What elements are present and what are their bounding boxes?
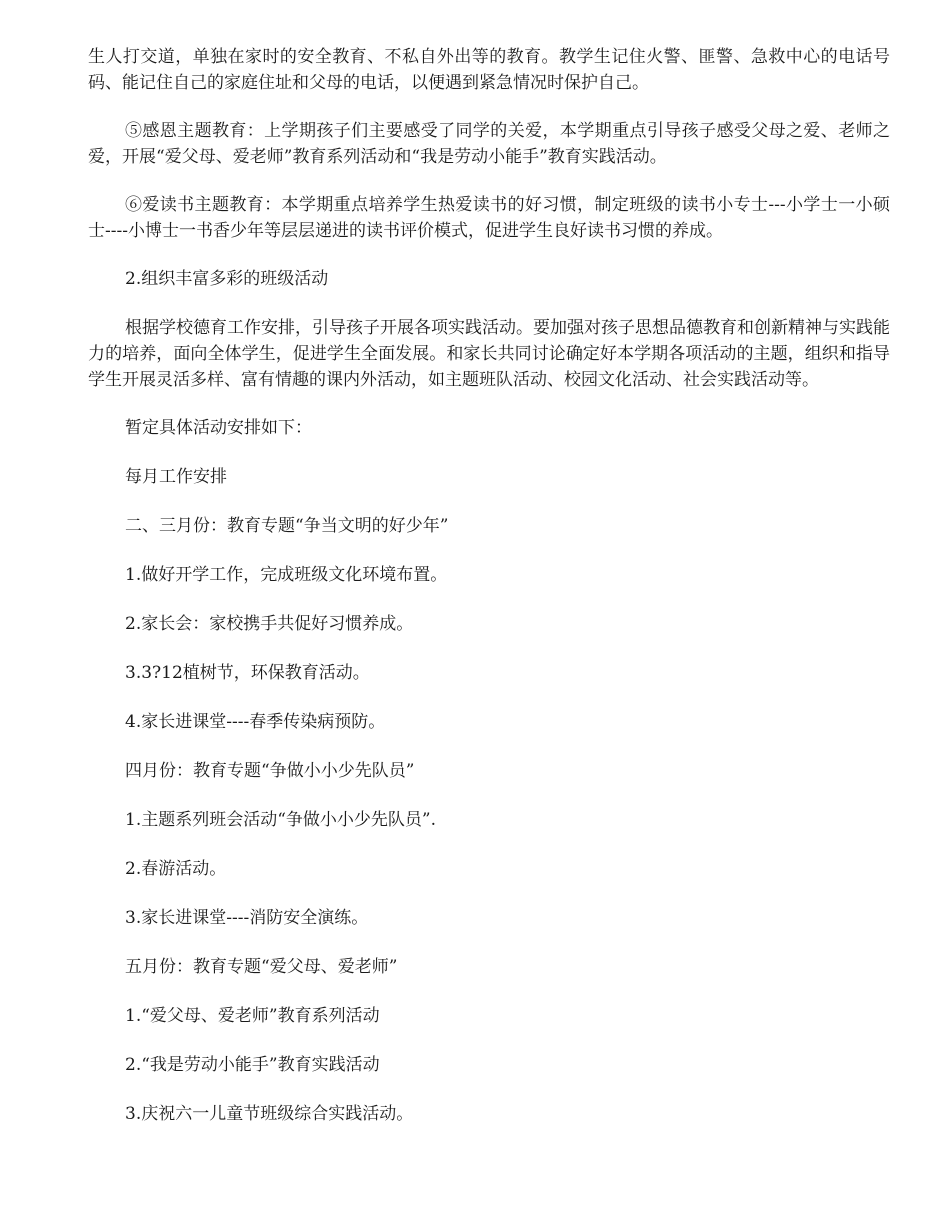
tentative-schedule-intro: 暂定具体活动安排如下： — [125, 418, 312, 438]
list-item: 2.春游活动。 — [125, 859, 227, 879]
list-item: 3.家长进课堂----消防安全演练。 — [125, 908, 369, 928]
section-heading-class-activities: 2.组织丰富多彩的班级活动 — [125, 269, 329, 289]
list-item: 2.家长会：家校携手共促好习惯养成。 — [125, 614, 414, 634]
safety-education-paragraph: 生人打交道，单独在家时的安全教育、不私自外出等的教育。教学生记住火警、匪警、急救中心的电话号码、能记住自己的家庭住址和父母的电话，以便遇到紧急情况时保护自己。 — [88, 47, 890, 93]
list-item: 3.3?12植树节，环保教育活动。 — [125, 663, 370, 683]
may-heading: 五月份：教育专题“爱父母、爱老师” — [125, 957, 398, 977]
reading-education-paragraph: ⑥爱读书主题教育：本学期重点培养学生热爱读书的好习惯，制定班级的读书小专士---小学士一小硕士----小博士一书香少年等层层递进的读书评价模式，促进学生良好读书习惯的养成。 — [88, 195, 890, 241]
list-item: 1.做好开学工作，完成班级文化环境布置。 — [125, 565, 448, 585]
april-heading: 四月份：教育专题“争做小小少先队员” — [125, 761, 415, 781]
gratitude-education-paragraph: ⑤感恩主题教育：上学期孩子们主要感受了同学的关爱，本学期重点引导孩子感受父母之爱、老师之爱，开展“爱父母、爱老师”教育系列活动和“我是劳动小能手”教育实践活动。 — [88, 121, 890, 167]
list-item: 3.庆祝六一儿童节班级综合实践活动。 — [125, 1104, 414, 1124]
list-item: 4.家长进课堂----春季传染病预防。 — [125, 712, 386, 732]
list-item: 1.主题系列班会活动“争做小小少先队员”. — [125, 810, 437, 830]
monthly-plan-heading: 每月工作安排 — [125, 467, 227, 487]
list-item: 2.“我是劳动小能手”教育实践活动 — [125, 1055, 380, 1075]
document-page — [88, 44, 890, 1150]
march-heading: 二、三月份：教育专题“争当文明的好少年” — [125, 516, 449, 536]
list-item: 1.“爱父母、爱老师”教育系列活动 — [125, 1006, 380, 1026]
class-activities-paragraph: 根据学校德育工作安排，引导孩子开展各项实践活动。要加强对孩子思想品德教育和创新精神与实践能力的培养，面向全体学生，促进学生全面发展。和家长共同讨论确定好本学期各项活动的主题，组织和指导学生开展灵活多样、富有情趣的课内外活动，如主题班队活动、校园文化活动、社会实践活动等。 — [88, 318, 890, 390]
